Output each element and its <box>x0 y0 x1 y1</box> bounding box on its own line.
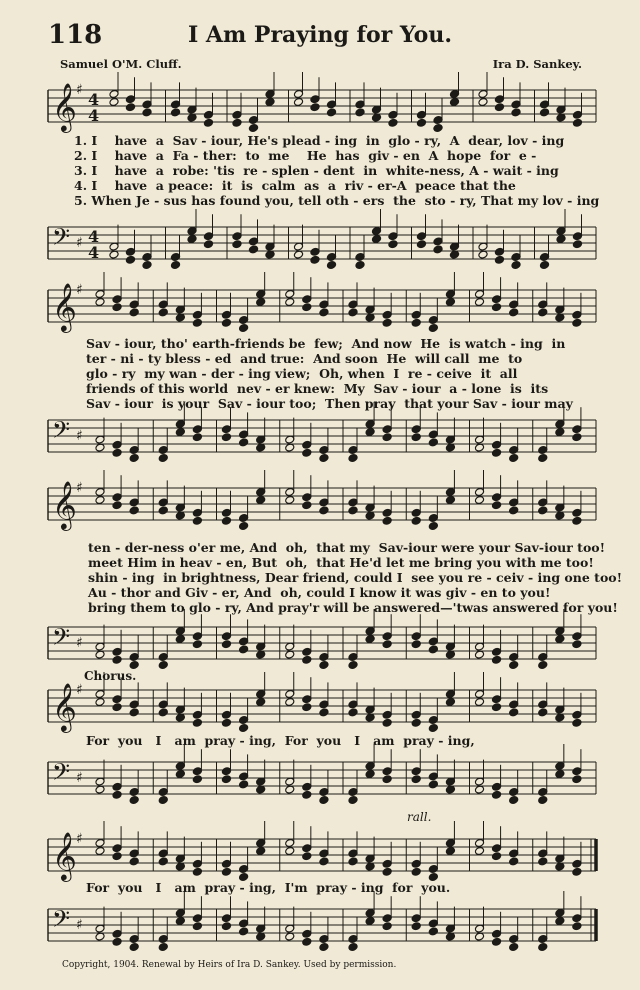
note-head <box>142 108 152 117</box>
note-head <box>572 718 582 727</box>
verse-2-line: ter - ni - ty bless - ed and true: And soon He will call me to <box>86 351 523 366</box>
sharp-icon: ♯ <box>76 282 83 298</box>
hymn-title: I Am Praying for You. <box>187 22 453 48</box>
note-head <box>411 775 421 784</box>
treble-clef-icon: 𝄞 <box>52 831 77 880</box>
note-head <box>572 640 582 649</box>
note-head <box>158 661 168 670</box>
note-head <box>256 698 266 707</box>
note-head <box>538 857 548 866</box>
note-head <box>221 775 231 784</box>
note-head <box>572 516 582 525</box>
music-system-5 <box>40 815 602 955</box>
note-head <box>158 506 168 515</box>
note-head <box>319 308 329 317</box>
sharp-icon: ♯ <box>76 635 83 651</box>
note-head <box>129 857 139 866</box>
note-head <box>302 703 312 712</box>
note-head <box>256 496 266 505</box>
note-head <box>187 235 197 244</box>
note-head <box>248 245 258 254</box>
note-head <box>428 927 438 936</box>
note-head <box>112 937 122 946</box>
note-head <box>492 655 502 664</box>
note-head <box>158 857 168 866</box>
treble-staff <box>40 680 602 740</box>
bass-staff <box>40 752 602 812</box>
note-head <box>302 448 312 457</box>
note-head <box>221 922 231 931</box>
note-head <box>293 98 303 107</box>
note-head <box>538 454 548 463</box>
time-signature-top: 4 <box>88 90 100 109</box>
note-head <box>428 645 438 654</box>
note-head <box>411 640 421 649</box>
note-head <box>319 661 329 670</box>
note-head <box>239 780 249 789</box>
note-head <box>239 522 249 531</box>
music-system-4 <box>40 672 602 812</box>
note-head <box>492 303 502 312</box>
note-head <box>433 124 443 133</box>
note-head <box>256 847 266 856</box>
note-head <box>556 235 566 244</box>
note-head <box>129 943 139 952</box>
verse-1-line: ten - der-ness o'er me, And oh, that my Sav-iour were your Sav-iour too! <box>88 540 606 555</box>
note-head <box>555 428 565 437</box>
verse-5-line: bring them to glo - ry, And pray'r will be answered—'twas answered for you! <box>88 600 618 615</box>
note-head <box>365 428 375 437</box>
bass-clef-icon: 𝄢 <box>52 416 71 449</box>
note-head <box>170 261 180 270</box>
note-head <box>474 298 484 307</box>
verse-2-line: meet Him in heav - en, But oh, that He'd let me bring you with me too! <box>88 555 594 570</box>
chorus-line-1: For you I am pray - ing, For you I am pray - ing, <box>86 733 475 748</box>
note-head <box>509 943 519 952</box>
note-head <box>248 124 258 133</box>
note-head <box>221 867 231 876</box>
note-head <box>411 318 421 327</box>
note-head <box>319 506 329 515</box>
note-head <box>221 718 231 727</box>
note-head <box>494 255 504 264</box>
music-system-3 <box>40 472 623 672</box>
note-head <box>509 708 519 717</box>
note-head <box>382 867 392 876</box>
note-head <box>112 655 122 664</box>
note-head <box>411 516 421 525</box>
note-head <box>310 103 320 112</box>
note-head <box>95 496 105 505</box>
note-head <box>388 240 398 249</box>
music-system-2 <box>40 270 602 470</box>
note-head <box>474 496 484 505</box>
note-head <box>538 506 548 515</box>
verse-5-line: 5. When Je - sus has found you, tell oth - ers the sto - ry, That my lov - ing <box>74 193 600 208</box>
note-head <box>572 318 582 327</box>
note-head <box>492 501 502 510</box>
note-head <box>428 780 438 789</box>
note-head <box>112 703 122 712</box>
note-head <box>428 438 438 447</box>
note-head <box>310 255 320 264</box>
chorus-label: Chorus. <box>84 669 137 683</box>
note-head <box>428 324 438 333</box>
sharp-icon: ♯ <box>76 831 83 847</box>
note-head <box>478 98 488 107</box>
note-head <box>538 708 548 717</box>
note-head <box>302 655 312 664</box>
note-head <box>348 506 358 515</box>
verse-3-line: glo - ry my wan - der - ing view; Oh, when I re - ceive it all <box>86 366 518 381</box>
treble-clef-icon: 𝄞 <box>52 480 77 529</box>
bass-staff <box>40 410 602 470</box>
note-head <box>129 796 139 805</box>
note-head <box>158 308 168 317</box>
note-head <box>142 261 152 270</box>
sharp-icon: ♯ <box>76 428 83 444</box>
verse-2-line: 2. I have a Fa - ther: to me He has giv - en A hope for e - <box>74 148 537 163</box>
hymn-number: 118 <box>48 20 103 50</box>
note-head <box>348 454 358 463</box>
verse-4-line: Au - thor and Giv - er, And oh, could I know it was giv - en to you! <box>88 585 551 600</box>
note-head <box>572 118 582 127</box>
note-head <box>474 847 484 856</box>
note-head <box>348 708 358 717</box>
lyricist-credit: Samuel O'M. Cluff. <box>60 57 182 71</box>
verse-4-line: 4. I have a peace: it is calm as a riv - er-A peace that the <box>74 178 516 193</box>
note-head <box>555 770 565 779</box>
note-head <box>285 298 295 307</box>
verse-3-line: shin - ing in brightness, Dear friend, could I see you re - ceiv - ing one too! <box>88 570 623 585</box>
bass-clef-icon: 𝄢 <box>52 223 71 256</box>
note-head <box>411 922 421 931</box>
note-head <box>221 640 231 649</box>
note-head <box>382 516 392 525</box>
note-head <box>445 298 455 307</box>
note-head <box>348 943 358 952</box>
note-head <box>382 922 392 931</box>
note-head <box>192 433 202 442</box>
note-head <box>221 433 231 442</box>
note-head <box>538 943 548 952</box>
note-head <box>192 318 202 327</box>
note-head <box>348 661 358 670</box>
music-system-1 <box>40 72 602 272</box>
note-head <box>365 917 375 926</box>
verse-1-line: 1. I have a Sav - iour, He's plead - ing in glo - ry, A dear, lov - ing <box>74 133 565 148</box>
bass-clef-icon: 𝄢 <box>52 758 71 791</box>
note-head <box>474 698 484 707</box>
bass-staff <box>40 617 602 677</box>
note-head <box>129 506 139 515</box>
note-head <box>265 98 275 107</box>
note-head <box>492 790 502 799</box>
note-head <box>112 448 122 457</box>
note-head <box>125 103 135 112</box>
note-head <box>509 796 519 805</box>
sharp-icon: ♯ <box>76 82 83 98</box>
sharp-icon: ♯ <box>76 770 83 786</box>
note-head <box>382 718 392 727</box>
note-head <box>416 118 426 127</box>
sharp-icon: ♯ <box>76 480 83 496</box>
note-head <box>239 324 249 333</box>
note-head <box>382 433 392 442</box>
note-head <box>411 433 421 442</box>
tempo-marking: rall. <box>407 810 432 824</box>
note-head <box>232 118 242 127</box>
note-head <box>158 796 168 805</box>
note-head <box>203 240 213 249</box>
note-head <box>192 922 202 931</box>
note-head <box>492 448 502 457</box>
note-head <box>509 308 519 317</box>
note-head <box>109 98 119 107</box>
verse-5-line: Sav - iour is your Sav - iour too; Then pray that your Sav - iour may <box>86 396 573 411</box>
note-head <box>365 635 375 644</box>
note-head <box>428 724 438 733</box>
note-head <box>319 943 329 952</box>
note-head <box>538 308 548 317</box>
note-head <box>239 927 249 936</box>
note-head <box>348 857 358 866</box>
treble-staff <box>40 478 602 538</box>
sharp-icon: ♯ <box>76 917 83 933</box>
note-head <box>539 108 549 117</box>
note-head <box>239 724 249 733</box>
note-head <box>285 496 295 505</box>
note-head <box>302 852 312 861</box>
time-signature-bottom: 4 <box>88 106 100 125</box>
time-signature-top: 4 <box>88 227 100 246</box>
note-head <box>509 661 519 670</box>
note-head <box>319 796 329 805</box>
note-head <box>129 708 139 717</box>
bass-clef-icon: 𝄢 <box>52 623 71 656</box>
verse-1-line: Sav - iour, tho' earth-friends be few; And now He is watch - ing in <box>86 336 566 351</box>
note-head <box>416 240 426 249</box>
note-head <box>125 255 135 264</box>
verse-4-line: friends of this world nev - er knew: My Sav - iour a - lone is its <box>86 381 549 396</box>
note-head <box>511 108 521 117</box>
note-head <box>538 661 548 670</box>
note-head <box>411 718 421 727</box>
note-head <box>555 917 565 926</box>
note-head <box>538 796 548 805</box>
note-head <box>326 261 336 270</box>
note-head <box>509 454 519 463</box>
note-head <box>221 318 231 327</box>
note-head <box>302 790 312 799</box>
note-head <box>382 640 392 649</box>
note-head <box>175 428 185 437</box>
note-head <box>192 516 202 525</box>
note-head <box>445 847 455 856</box>
sharp-icon: ♯ <box>76 682 83 698</box>
note-head <box>428 522 438 531</box>
note-head <box>192 640 202 649</box>
time-signature-bottom: 4 <box>88 243 100 262</box>
note-head <box>492 703 502 712</box>
bass-staff <box>40 899 602 959</box>
note-head <box>355 261 365 270</box>
note-head <box>95 698 105 707</box>
bass-clef-icon: 𝄢 <box>52 905 71 938</box>
note-head <box>221 516 231 525</box>
copyright-notice: Copyright, 1904. Renewal by Heirs of Ira D. Sankey. Used by permission. <box>62 960 397 970</box>
note-head <box>572 922 582 931</box>
note-head <box>445 496 455 505</box>
note-head <box>433 245 443 254</box>
note-head <box>302 303 312 312</box>
note-head <box>239 645 249 654</box>
note-head <box>371 235 381 244</box>
note-head <box>129 308 139 317</box>
treble-clef-icon: 𝄞 <box>52 82 77 131</box>
note-head <box>285 698 295 707</box>
note-head <box>319 454 329 463</box>
note-head <box>494 103 504 112</box>
note-head <box>492 852 502 861</box>
note-head <box>355 108 365 117</box>
sharp-icon: ♯ <box>76 235 83 251</box>
note-head <box>411 867 421 876</box>
note-head <box>192 867 202 876</box>
note-head <box>319 857 329 866</box>
note-head <box>509 506 519 515</box>
note-head <box>170 108 180 117</box>
note-head <box>192 775 202 784</box>
note-head <box>232 240 242 249</box>
note-head <box>112 790 122 799</box>
treble-clef-icon: 𝄞 <box>52 682 77 731</box>
note-head <box>319 708 329 717</box>
note-head <box>112 501 122 510</box>
note-head <box>348 308 358 317</box>
note-head <box>326 108 336 117</box>
treble-staff <box>40 80 602 140</box>
note-head <box>555 635 565 644</box>
note-head <box>382 318 392 327</box>
note-head <box>511 261 521 270</box>
note-head <box>112 852 122 861</box>
note-head <box>175 917 185 926</box>
note-head <box>572 775 582 784</box>
note-head <box>509 857 519 866</box>
note-head <box>192 718 202 727</box>
note-head <box>445 698 455 707</box>
note-head <box>382 775 392 784</box>
note-head <box>112 303 122 312</box>
bass-staff <box>40 217 602 277</box>
note-head <box>388 118 398 127</box>
note-head <box>365 770 375 779</box>
note-head <box>95 298 105 307</box>
treble-clef-icon: 𝄞 <box>52 282 77 331</box>
note-head <box>175 635 185 644</box>
note-head <box>158 708 168 717</box>
composer-credit: Ira D. Sankey. <box>492 57 582 71</box>
note-head <box>302 501 312 510</box>
note-head <box>572 433 582 442</box>
note-head <box>158 454 168 463</box>
note-head <box>239 438 249 447</box>
note-head <box>175 770 185 779</box>
note-head <box>95 847 105 856</box>
note-head <box>129 454 139 463</box>
note-head <box>203 118 213 127</box>
note-head <box>158 943 168 952</box>
note-head <box>492 937 502 946</box>
verse-3-line: 3. I have a robe: 'tis re - splen - dent in white-ness, A - wait - ing <box>74 163 559 178</box>
note-head <box>256 298 266 307</box>
note-head <box>539 261 549 270</box>
chorus-line-2: For you I am pray - ing, I'm pray - ing for you. <box>86 880 451 895</box>
note-head <box>348 796 358 805</box>
note-head <box>302 937 312 946</box>
note-head <box>285 847 295 856</box>
note-head <box>572 240 582 249</box>
note-head <box>572 867 582 876</box>
note-head <box>449 98 459 107</box>
treble-staff <box>40 280 602 340</box>
